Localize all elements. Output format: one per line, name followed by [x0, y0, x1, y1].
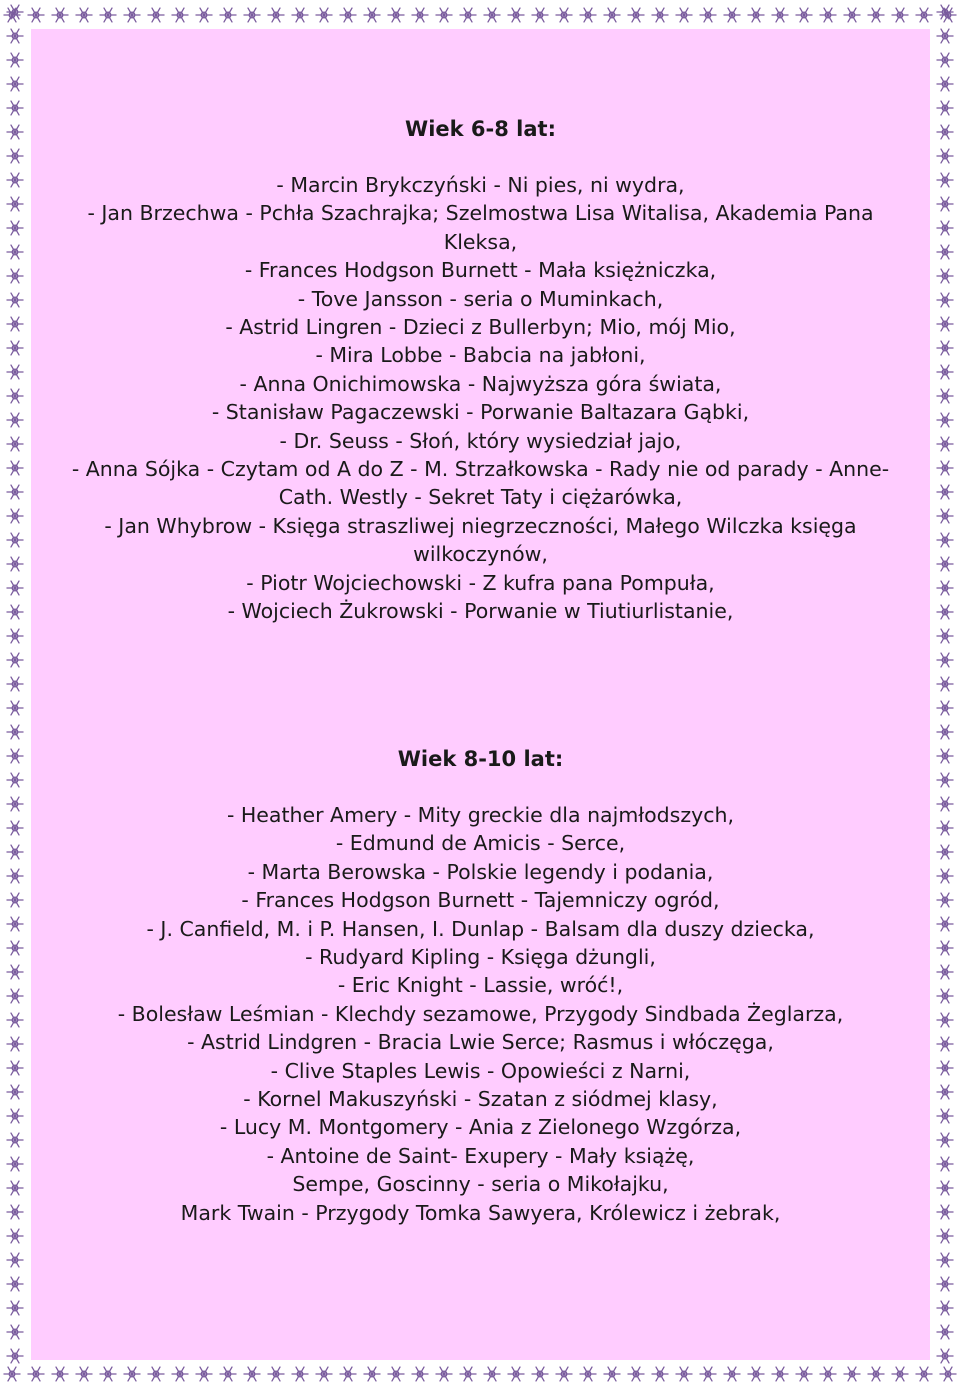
snowflake-icon [7, 485, 23, 499]
snowflake-icon [124, 1367, 140, 1381]
section-heading: Wiek 6-8 lat: [405, 117, 556, 141]
book-entry: - Jan Whybrow - Księga straszliwej niegrzeczności, Małego Wilczka księga wilkoczynów, [104, 513, 857, 567]
snowflake-icon [868, 1367, 884, 1381]
snowflake-icon [7, 845, 23, 859]
snowflake-icon [937, 1013, 953, 1027]
snowflake-icon [52, 1367, 68, 1381]
snowflake-icon [937, 941, 953, 955]
snowflake-icon [844, 1367, 860, 1381]
snowflake-icon [508, 8, 524, 22]
snowflake-icon [7, 1205, 23, 1219]
snowflake-icon [148, 8, 164, 22]
snowflake-icon [937, 533, 953, 547]
snowflake-icon [7, 389, 23, 403]
snowflake-icon [937, 869, 953, 883]
snowflake-icon [628, 1367, 644, 1381]
snowflake-icon [937, 917, 953, 931]
snowflake-icon [532, 1367, 548, 1381]
snowflake-icon [7, 1349, 23, 1363]
section-heading: Wiek 8-10 lat: [397, 747, 564, 771]
snowflake-icon [7, 413, 23, 427]
snowflake-icon [7, 1277, 23, 1291]
snowflake-icon [484, 8, 500, 22]
snowflake-icon [7, 1253, 23, 1267]
snowflake-icon [937, 317, 953, 331]
snowflake-icon [388, 8, 404, 22]
snowflake-icon [628, 8, 644, 22]
snowflake-icon [7, 965, 23, 979]
snowflake-icon [937, 293, 953, 307]
snowflake-icon [220, 1367, 236, 1381]
snowflake-icon [796, 1367, 812, 1381]
snowflake-icon [676, 1367, 692, 1381]
snowflake-icon [937, 221, 953, 235]
snowflake-icon [937, 77, 953, 91]
snowflake-icon [937, 989, 953, 1003]
snowflake-icon [937, 413, 953, 427]
snowflake-icon [892, 1367, 908, 1381]
snowflake-icon [7, 1181, 23, 1195]
snowflake-icon [937, 485, 953, 499]
snowflake-icon [7, 365, 23, 379]
book-entry: - Marta Berowska - Polskie legendy i podania, [247, 859, 714, 884]
snowflake-icon [7, 677, 23, 691]
snowflake-icon [937, 245, 953, 259]
snowflake-icon [937, 965, 953, 979]
snowflake-icon [7, 29, 23, 43]
book-entry: - Jan Brzechwa - Pchła Szachrajka; Szelmostwa Lisa Witalisa, Akademia Pana Kleksa, [87, 201, 874, 254]
snowflake-icon [772, 8, 788, 22]
snowflake-icon [844, 8, 860, 22]
book-entry: - Clive Staples Lewis - Opowieści z Narni, [270, 1058, 691, 1083]
snowflake-icon [937, 1109, 953, 1123]
snowflake-icon [937, 677, 953, 691]
book-entry: Sempe, Goscinny - seria o Mikołajku, [292, 1172, 669, 1197]
snowflake-icon [364, 1367, 380, 1381]
snowflake-icon [652, 1367, 668, 1381]
snowflake-icon [316, 1367, 332, 1381]
snowflake-icon [604, 1367, 620, 1381]
snowflake-icon [7, 653, 23, 667]
snowflake-icon [937, 821, 953, 835]
snowflake-icon [7, 869, 23, 883]
snowflake-icon [76, 8, 92, 22]
snowflake-icon [937, 557, 953, 571]
age-section-8-10 [31, 745, 930, 1227]
snowflake-icon [7, 1133, 23, 1147]
snowflake-icon [7, 269, 23, 283]
snowflake-icon [7, 5, 23, 19]
snowflake-icon [460, 8, 476, 22]
book-entry: - Anna Onichimowska - Najwyższa góra świata, [239, 371, 722, 396]
snowflake-icon [100, 1367, 116, 1381]
snowflake-icon [937, 1133, 953, 1147]
snowflake-icon [937, 1229, 953, 1243]
snowflake-icon [937, 1253, 953, 1267]
book-entry: - Marcin Brykczyński - Ni pies, ni wydra, [276, 173, 685, 197]
snowflake-icon [937, 1205, 953, 1219]
snowflake-icon [7, 317, 23, 331]
snowflake-icon [532, 8, 548, 22]
snowflake-icon [484, 1367, 500, 1381]
book-entry: - Piotr Wojciechowski - Z kufra pana Pompuła, [246, 570, 715, 595]
snowflake-icon [937, 845, 953, 859]
snowflake-icon [937, 173, 953, 187]
snowflake-icon [937, 149, 953, 163]
snowflake-icon [556, 8, 572, 22]
snowflake-icon [7, 1229, 23, 1243]
book-entry: - Astrid Lindgren - Bracia Lwie Serce; Rasmus i włóczęga, [187, 1030, 774, 1055]
snowflake-icon [7, 773, 23, 787]
snowflake-icon [937, 773, 953, 787]
snowflake-icon [28, 1367, 44, 1381]
snowflake-icon [148, 1367, 164, 1381]
snowflake-icon [820, 8, 836, 22]
snowflake-icon [124, 8, 140, 22]
snowflake-icon [7, 629, 23, 643]
book-entry: - Lucy M. Montgomery - Ania z Zielonego Wzgórza, [219, 1115, 742, 1140]
snowflake-icon [7, 749, 23, 763]
snowflake-icon [7, 821, 23, 835]
snowflake-icon [7, 341, 23, 355]
snowflake-icon [937, 125, 953, 139]
snowflake-icon [7, 557, 23, 571]
snowflake-icon [937, 1061, 953, 1075]
snowflake-icon [76, 1367, 92, 1381]
age-section-6-8 [31, 115, 930, 626]
book-entry: - Dr. Seuss - Słoń, który wysiedział jajo, [279, 428, 682, 453]
snowflake-icon [724, 8, 740, 22]
snowflake-icon [700, 8, 716, 22]
snowflake-icon [7, 149, 23, 163]
snowflake-icon [937, 629, 953, 643]
snowflake-icon [7, 989, 23, 1003]
snowflake-icon [52, 8, 68, 22]
book-entry: - Wojciech Żukrowski - Porwanie w Tiutiurlistanie, [227, 599, 734, 624]
snowflake-icon [340, 1367, 356, 1381]
snowflake-icon [7, 125, 23, 139]
snowflake-icon [937, 581, 953, 595]
snowflake-icon [7, 1013, 23, 1027]
page-border-left [0, 0, 30, 1389]
snowflake-icon [937, 893, 953, 907]
snowflake-icon [196, 8, 212, 22]
book-list [31, 171, 930, 626]
book-entry: - J. Canfield, M. i P. Hansen, I. Dunlap - Balsam dla duszy dziecka, [146, 916, 815, 941]
snowflake-icon [7, 461, 23, 475]
snowflake-icon [580, 1367, 596, 1381]
document-page [31, 29, 930, 1360]
snowflake-icon [937, 437, 953, 451]
snowflake-icon [220, 8, 236, 22]
book-entry: - Heather Amery - Mity greckie dla najmłodszych, [226, 803, 735, 827]
book-entry: - Stanisław Pagaczewski - Porwanie Baltazara Gąbki, [211, 400, 750, 425]
book-entry: - Frances Hodgson Burnett - Tajemniczy ogród, [241, 888, 720, 913]
book-entry: - Eric Knight - Lassie, wróć!, [337, 973, 624, 998]
snowflake-icon [292, 1367, 308, 1381]
snowflake-icon [937, 1277, 953, 1291]
snowflake-icon [748, 1367, 764, 1381]
snowflake-icon [7, 101, 23, 115]
snowflake-icon [268, 8, 284, 22]
snowflake-icon [772, 1367, 788, 1381]
snowflake-icon [7, 509, 23, 523]
snowflake-icon [172, 8, 188, 22]
snowflake-icon [937, 389, 953, 403]
snowflake-icon [748, 8, 764, 22]
snowflake-icon [460, 1367, 476, 1381]
snowflake-icon [937, 653, 953, 667]
snowflake-icon [7, 917, 23, 931]
snowflake-icon [652, 8, 668, 22]
snowflake-icon [7, 77, 23, 91]
snowflake-icon [292, 8, 308, 22]
snowflake-icon [172, 1367, 188, 1381]
snowflake-icon [7, 797, 23, 811]
snowflake-icon [820, 1367, 836, 1381]
snowflake-icon [937, 1157, 953, 1171]
snowflake-icon [937, 1037, 953, 1051]
snowflake-icon [937, 725, 953, 739]
snowflake-icon [937, 461, 953, 475]
snowflake-icon [937, 29, 953, 43]
page-border-top [0, 0, 960, 30]
book-entry: - Anna Sójka - Czytam od A do Z - M. Strzałkowska - Rady nie od parady - Anne-Cath. Westly - Sekret Taty i ciężarówka, [71, 457, 890, 510]
snowflake-icon [7, 581, 23, 595]
snowflake-icon [937, 605, 953, 619]
snowflake-icon [937, 1349, 953, 1363]
snowflake-icon [364, 8, 380, 22]
snowflake-icon [937, 341, 953, 355]
snowflake-icon [724, 1367, 740, 1381]
book-entry: Mark Twain - Przygody Tomka Sawyera, Królewicz i żebrak, [180, 1200, 781, 1225]
snowflake-icon [268, 1367, 284, 1381]
snowflake-icon [7, 1301, 23, 1315]
snowflake-icon [244, 1367, 260, 1381]
snowflake-icon [7, 1061, 23, 1075]
page-border-right [930, 0, 960, 1389]
book-entry: - Tove Jansson - seria o Muminkach, [297, 286, 664, 311]
snowflake-icon [868, 8, 884, 22]
snowflake-icon [7, 221, 23, 235]
snowflake-icon [7, 605, 23, 619]
snowflake-icon [7, 53, 23, 67]
snowflake-icon [508, 1367, 524, 1381]
snowflake-icon [937, 269, 953, 283]
snowflake-icon [7, 725, 23, 739]
snowflake-icon [436, 1367, 452, 1381]
snowflake-icon [7, 1109, 23, 1123]
snowflake-icon [937, 197, 953, 211]
snowflake-icon [7, 245, 23, 259]
book-entry: - Bolesław Leśmian - Klechdy sezamowe, Przygody Sindbada Żeglarza, [117, 1001, 844, 1026]
book-entry: - Edmund de Amicis - Serce, [335, 831, 626, 856]
book-entry: - Astrid Lingren - Dzieci z Bullerbyn; Mio, mój Mio, [225, 315, 736, 340]
snowflake-icon [412, 1367, 428, 1381]
snowflake-icon [196, 1367, 212, 1381]
snowflake-icon [937, 101, 953, 115]
snowflake-icon [937, 1085, 953, 1099]
snowflake-icon [7, 293, 23, 307]
snowflake-icon [100, 8, 116, 22]
snowflake-icon [7, 893, 23, 907]
snowflake-icon [388, 1367, 404, 1381]
book-entry: - Frances Hodgson Burnett - Mała księżniczka, [244, 258, 717, 283]
snowflake-icon [937, 1325, 953, 1339]
snowflake-icon [436, 8, 452, 22]
snowflake-icon [580, 8, 596, 22]
snowflake-icon [7, 173, 23, 187]
book-entry: - Rudyard Kipling - Księga dżungli, [305, 945, 656, 970]
book-entry: - Antoine de Saint- Exupery - Mały książę, [266, 1143, 695, 1168]
snowflake-icon [700, 1367, 716, 1381]
snowflake-icon [937, 749, 953, 763]
snowflake-icon [937, 797, 953, 811]
snowflake-icon [316, 8, 332, 22]
snowflake-icon [937, 1301, 953, 1315]
snowflake-icon [604, 8, 620, 22]
book-entry: - Mira Lobbe - Babcia na jabłoni, [315, 343, 646, 368]
snowflake-icon [937, 509, 953, 523]
snowflake-icon [676, 8, 692, 22]
snowflake-icon [7, 1157, 23, 1171]
snowflake-icon [892, 8, 908, 22]
snowflake-icon [28, 8, 44, 22]
snowflake-icon [937, 53, 953, 67]
snowflake-icon [7, 1037, 23, 1051]
snowflake-icon [7, 941, 23, 955]
snowflake-icon [937, 5, 953, 19]
snowflake-icon [937, 365, 953, 379]
snowflake-icon [556, 1367, 572, 1381]
book-list [31, 801, 930, 1227]
snowflake-icon [412, 8, 428, 22]
snowflake-icon [7, 1085, 23, 1099]
snowflake-icon [7, 437, 23, 451]
snowflake-icon [796, 8, 812, 22]
book-entry: - Kornel Makuszyński - Szatan z siódmej klasy, [243, 1087, 718, 1112]
snowflake-icon [7, 197, 23, 211]
snowflake-icon [244, 8, 260, 22]
snowflake-icon [340, 8, 356, 22]
snowflake-icon [7, 701, 23, 715]
snowflake-icon [7, 533, 23, 547]
snowflake-icon [937, 701, 953, 715]
snowflake-icon [937, 1181, 953, 1195]
page-border-bottom [0, 1359, 960, 1389]
snowflake-icon [7, 1325, 23, 1339]
